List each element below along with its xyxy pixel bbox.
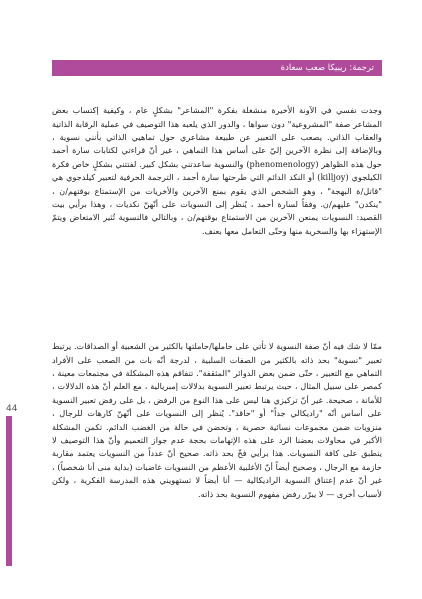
page-side-accent-bar [6, 416, 12, 566]
translator-label: ترجمة: ريبيكا صعب سعادة [280, 63, 374, 73]
body-paragraph-1: وجدت نفسي في الآونة الأخيرة منشغلة بفكرة "المشاعر" بشكلٍ عام ، وكيفية إكتساب بعض المشاعر صفة "المشروعية" دون سواها ، والدور الذي يلعبه هذا التوصيف في عملية الرقابة الذاتية والعقاب الذاتي. يصعب على التعبير عن طبيعة مشاعري حول تماهيي الذاتي بأنني نسوية ، وبالإضافة إلى نظرة الآخرين إليّ على أساس هذا التماهي ، غير أنّ قراءتي لكتابات سارة أحمد حول هذه الظواهر (phenomenology) والنسوية ساعدتني بشكل كبير. لفتتني بشكلٍ خاص فكرة الكيلجوي (killjoy) أو النكد الدائم التي طرحتها سارة أحمد ، الترجمة الحرفية لتعبير كيلدجوي هي "قاتل/ة البهجة" ، وهو الشخص الذي يقوم بمنع الآخرين والأخريات من الإستمتاع بوقتهم/ن ، "ينكدن" عليهم/ن. وفقاً لسارة أحمد ، يُنظر إلى النسويات على أنّهنّ نكديات ، وهذا برأيي بيت القصيد: النسويات يمنعن الآخرين من الاستمتاع بوقتهم/ن ، وبالتالي فالنسوية تُثير الامتعاض ويتمّ الإستهزاء بها والسخرية منها وحتّى التعامل معها بعنف. [52, 105, 382, 236]
body-paragraph-2: ممّا لا شك فيه أنّ صفة النسوية لا تأتي على حاملها/حاملتها بالكثير من الشعبية أو الصداقات. يرتبط تعبير "نسوية" بحد ذاته بالكثير من الصفات السلبية ، لدرجة أنّه بات من الصعب على الأفراد التماهي مع التعبير ، حتّى ضمن بعض الدوائر "المثقفة". تتفاقم هذه المشكلة في مجتمعات معينة ، كمصر على سبيل المثال ، حيث يرتبط تعبير النسوية بدلالات إمبريالية ، مع العلم أنّ هذه الدلالات ، للأمانة ، صحيحة. غير أنّ تركيزي هنا ليس على هذا النوع من الرفض ، بل على رفض تعبير النسوية على أساس أنّه "راديكالي جداً" أو "حاقد". يُنظر إلى النسويات على أنّهنّ كارهات للرجال ، منزويات ضمن مجموعات نسائية حصرية ، وتحضن في حالة من الغضب الدائم. تكمن المشكلة الأكبر في محاولات بعضنا الرد على هذه الإتهامات بحجة عدم جواز التعميم وأنّ هذا التوصيف لا ينطبق على كافة النسويات. هذا برأيي فخّ بحد ذاته. صحيح أنّ عدداً من النسويات يعتمد مقاربة حازمة مع الرجال ، وصحيح أيضاً أنّ الأغلبية الأعظم من النسويات غاضبات (بداية منى أنا شخصياً) ، غير أنّ عدم إعتناق النسوية الراديكالية — أنا أيضاً لا تستهويني هذه المدرسة الفكرية ، ولكن لأسباب أخرى — لا يبرّر رفض مفهوم النسوية بحد ذاته. [52, 341, 382, 499]
page-number: 44 [6, 404, 18, 414]
translator-header-bar [52, 60, 382, 76]
